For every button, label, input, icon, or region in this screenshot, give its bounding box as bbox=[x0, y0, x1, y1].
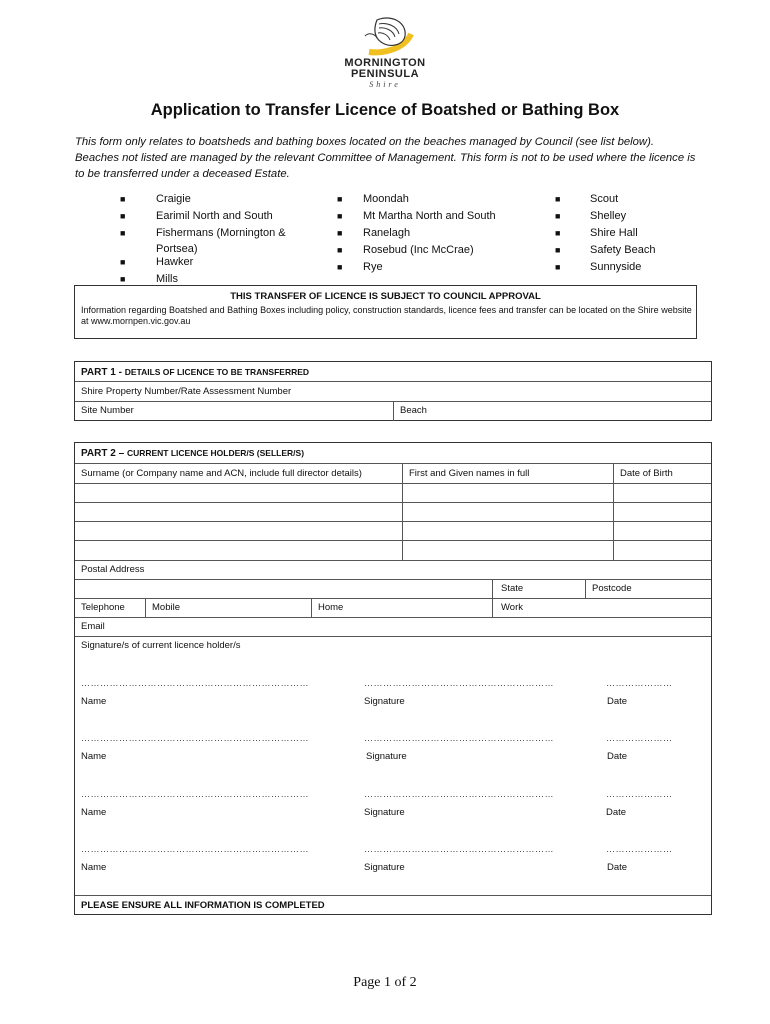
name-line[interactable]: ……………………………………………………………… bbox=[81, 678, 309, 688]
page-number: Page 1 of 2 bbox=[353, 975, 417, 990]
bullet-icon: ■ bbox=[555, 194, 561, 204]
signature-line[interactable]: …………………………………………………… bbox=[364, 678, 554, 688]
name-label: Name bbox=[81, 696, 107, 707]
bullet-icon: ■ bbox=[337, 262, 343, 272]
property-number-field[interactable]: Shire Property Number/Rate Assessment Number bbox=[81, 386, 292, 397]
part1-heading: PART 1 - DETAILS OF LICENCE TO BE TRANSFERRED bbox=[81, 367, 310, 378]
work-phone-field[interactable]: Work bbox=[501, 602, 523, 613]
postcode-field[interactable]: Postcode bbox=[592, 583, 632, 594]
part2-heading: PART 2 – CURRENT LICENCE HOLDER/S (SELLER/S) bbox=[81, 448, 305, 459]
date-line[interactable]: ………………… bbox=[606, 678, 673, 688]
bullet-icon: ■ bbox=[120, 274, 126, 284]
dob-column-header: Date of Birth bbox=[620, 468, 673, 479]
site-number-field[interactable]: Site Number bbox=[81, 405, 134, 416]
table-row[interactable] bbox=[75, 541, 711, 559]
bullet-icon: ■ bbox=[120, 194, 126, 204]
name-label: Name bbox=[81, 862, 107, 873]
approval-heading: THIS TRANSFER OF LICENCE IS SUBJECT TO COUNCIL APPROVAL bbox=[230, 291, 541, 302]
date-label: Date bbox=[607, 696, 628, 707]
name-label: Name bbox=[81, 807, 107, 818]
signature-line[interactable]: …………………………………………………… bbox=[364, 844, 554, 854]
bullet-icon: ■ bbox=[337, 228, 343, 238]
bullet-icon: ■ bbox=[555, 228, 561, 238]
telephone-label: Telephone bbox=[81, 602, 125, 613]
bullet-icon: ■ bbox=[120, 257, 126, 267]
bullet-icon: ■ bbox=[337, 194, 343, 204]
part1-section bbox=[74, 361, 712, 421]
logo-line-3: Shire bbox=[369, 80, 401, 89]
date-label: Date bbox=[606, 807, 627, 818]
postal-address-field[interactable]: Postal Address bbox=[81, 564, 145, 575]
completion-notice: PLEASE ENSURE ALL INFORMATION IS COMPLETED bbox=[81, 900, 325, 911]
bullet-icon: ■ bbox=[555, 211, 561, 221]
approval-text: Information regarding Boatshed and Bathing Boxes including policy, construction standards, licence fees and transfer can be located on the Shire website at www.mornpen.vic.gov.au bbox=[81, 305, 692, 326]
name-line[interactable]: ……………………………………………………………… bbox=[81, 844, 309, 854]
logo-line-2: PENINSULA bbox=[350, 68, 420, 80]
signature-label: Signature bbox=[364, 862, 405, 873]
date-label: Date bbox=[607, 751, 628, 762]
page-title: Application to Transfer Licence of Boatshed or Bathing Box bbox=[150, 101, 620, 119]
beach-list: ■ Craigie ■ Earimil North and South ■ Fishermans (Mornington & Portsea) ■ Hawker ■ Mills ■ Moondah ■ Mt Martha North and South ■ Ranelagh ■ Rosebud (Inc McCrae) ■ Rye ■ Scout ■ Shelley ■ Shire Hall ■ Safety Beach ■ Sunnyside bbox=[120, 193, 656, 285]
date-label: Date bbox=[607, 862, 628, 873]
bullet-icon: ■ bbox=[555, 262, 561, 272]
table-row[interactable] bbox=[75, 503, 711, 521]
signature-label: Signature bbox=[364, 696, 405, 707]
name-line[interactable]: ……………………………………………………………… bbox=[81, 733, 309, 743]
bullet-icon: ■ bbox=[120, 211, 126, 221]
date-line[interactable]: ………………… bbox=[606, 733, 673, 743]
beach-field[interactable]: Beach bbox=[400, 405, 427, 416]
part2-section bbox=[74, 442, 712, 915]
logo-line-1: MORNINGTON bbox=[344, 57, 426, 69]
approval-notice bbox=[74, 285, 697, 339]
home-phone-field[interactable]: Home bbox=[318, 602, 344, 613]
surname-column-header: Surname (or Company name and ACN, include full director details) bbox=[81, 468, 362, 479]
bullet-icon: ■ bbox=[337, 245, 343, 255]
signatures-label: Signature/s of current licence holder/s bbox=[81, 640, 241, 651]
intro-text: This form only relates to boatsheds and bathing boxes located on the beaches managed by Council (see list below). Beaches not listed are managed by the relevant Committee of Management. This form is not to be used where the licence is to be transferred under a deceased Estate. bbox=[75, 136, 696, 180]
email-field[interactable]: Email bbox=[81, 621, 105, 632]
signature-line[interactable]: …………………………………………………… bbox=[364, 789, 554, 799]
state-field[interactable]: State bbox=[501, 583, 524, 594]
bullet-icon: ■ bbox=[337, 211, 343, 221]
date-line[interactable]: ………………… bbox=[606, 844, 673, 854]
table-row[interactable] bbox=[75, 484, 711, 502]
name-line[interactable]: ……………………………………………………………… bbox=[81, 789, 309, 799]
signature-label: Signature bbox=[364, 807, 405, 818]
given-names-column-header: First and Given names in full bbox=[409, 468, 530, 479]
table-row[interactable] bbox=[75, 522, 711, 540]
date-line[interactable]: ………………… bbox=[606, 789, 673, 799]
signature-line[interactable]: …………………………………………………… bbox=[364, 733, 554, 743]
bullet-icon: ■ bbox=[120, 228, 126, 238]
mobile-field[interactable]: Mobile bbox=[152, 602, 180, 613]
signature-label: Signature bbox=[366, 751, 407, 762]
name-label: Name bbox=[81, 751, 107, 762]
bullet-icon: ■ bbox=[555, 245, 561, 255]
